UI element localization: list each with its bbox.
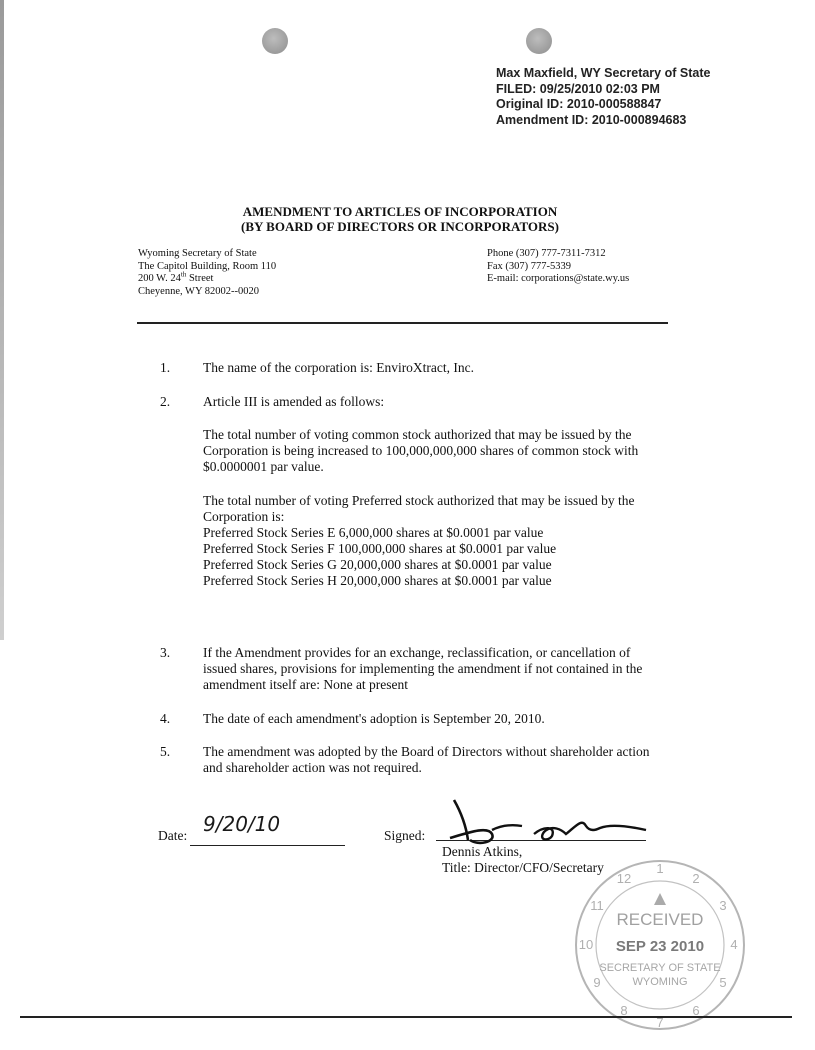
- signer-title: Title: Director/CFO/Secretary: [442, 860, 604, 875]
- item-text: If the Amendment provides for an exchange, reclassification, or cancellation of issued shares, provisions for implementing the amendment if not contained in the amendment itself are: None at present: [203, 645, 643, 692]
- office-building: The Capitol Building, Room 110: [138, 260, 277, 272]
- stamp-office: WYOMING: [632, 976, 688, 988]
- stamp-dial: [570, 855, 750, 1035]
- dial-number: 4: [730, 937, 738, 952]
- preferred-series-h: Preferred Stock Series H 20,000,000 shares at $0.0001 par value: [203, 573, 552, 588]
- item-number: 3.: [160, 645, 171, 660]
- item-number: 4.: [160, 711, 171, 726]
- dial-number: 9: [593, 975, 601, 990]
- office-contact: [487, 248, 629, 286]
- header-divider: [137, 322, 668, 324]
- common-stock-paragraph: The total number of voting common stock authorized that may be issued by the Corporation is being increased to 100,000,000,000 shares of common stock with $0.0000001 par value.: [203, 427, 639, 474]
- document-title: [0, 204, 815, 234]
- dial-number: 2: [692, 871, 700, 886]
- dial-number: 7: [656, 1015, 664, 1030]
- stamp-office: SECRETARY OF STATE: [599, 962, 721, 974]
- item-number: 2.: [160, 394, 171, 409]
- item-text: Article III is amended as follows:: [203, 394, 385, 409]
- dial-number: 6: [692, 1003, 700, 1018]
- stamp-date: SEP 23 2010: [615, 938, 705, 955]
- preferred-series-f: Preferred Stock Series F 100,000,000 shares at $0.0001 par value: [203, 541, 557, 556]
- office-fax: Fax (307) 777-5339: [487, 260, 571, 272]
- filing-line: FILED: 09/25/2010 02:03 PM: [496, 81, 660, 96]
- item-text: The date of each amendment's adoption is September 20, 2010.: [203, 711, 545, 726]
- filing-line: Original ID: 2010-000588847: [496, 97, 662, 111]
- office-city: Cheyenne, WY 82002--0020: [138, 285, 260, 297]
- title-line: (BY BOARD OF DIRECTORS OR INCORPORATORS): [241, 219, 559, 234]
- filing-line: Amendment ID: 2010-000894683: [496, 112, 687, 127]
- item-text: The amendment was adopted by the Board of Directors without shareholder action and shareholder action was not required.: [203, 744, 650, 775]
- filing-stamp: [496, 66, 710, 128]
- title-line: AMENDMENT TO ARTICLES OF INCORPORATION: [242, 204, 558, 219]
- dial-number: 3: [719, 898, 727, 913]
- office-street: 200 W. 24th Street: [138, 270, 214, 284]
- dial-number: 8: [620, 1003, 628, 1018]
- office-name: Wyoming Secretary of State: [138, 248, 257, 259]
- handwritten-signature: [440, 796, 652, 846]
- scan-edge: [0, 0, 4, 640]
- office-phone: Phone (307) 777-7311-7312: [487, 248, 606, 259]
- signer-name: Dennis Atkins,: [442, 844, 523, 859]
- item-text: The name of the corporation is: EnviroXtract, Inc.: [203, 360, 475, 375]
- stamp-received-word: RECEIVED: [616, 910, 704, 929]
- dial-number: 10: [578, 937, 594, 952]
- received-stamp: [570, 855, 750, 1035]
- date-label: Date:: [158, 828, 188, 843]
- preferred-series-g: Preferred Stock Series G 20,000,000 shares at $0.0001 par value: [203, 557, 552, 572]
- hole-punch-right: [526, 28, 552, 54]
- filing-line: Max Maxfield, WY Secretary of State: [496, 66, 711, 80]
- item-number: 1.: [160, 360, 171, 375]
- footer-divider: [20, 1016, 792, 1018]
- office-email: E-mail: corporations@state.wy.us: [487, 273, 630, 284]
- signed-label: Signed:: [384, 828, 426, 843]
- preferred-stock-paragraph: The total number of voting Preferred stock authorized that may be issued by the Corporation is: Preferred Stock Series E 6,000,000 shares at $0.0001 par value Preferred Stock Series F 100,000,000 shares at $0.0001 par value Preferred Stock Series G 20,000,000 shares at $0.0001 par value Preferred Stock Series H 20,000,000 shares at $0.0001 par value: [203, 493, 673, 589]
- dial-number: 12: [616, 871, 632, 886]
- item-number: 5.: [160, 744, 171, 759]
- hole-punch-left: [262, 28, 288, 54]
- preferred-series-e: Preferred Stock Series E 6,000,000 shares at $0.0001 par value: [203, 525, 544, 540]
- dial-number: 11: [590, 898, 604, 913]
- dial-number: 5: [719, 975, 727, 990]
- office-address: [138, 248, 276, 298]
- date-line: [190, 845, 345, 846]
- dial-number: 1: [656, 861, 664, 876]
- date-handwritten: 9/20/10: [203, 812, 281, 836]
